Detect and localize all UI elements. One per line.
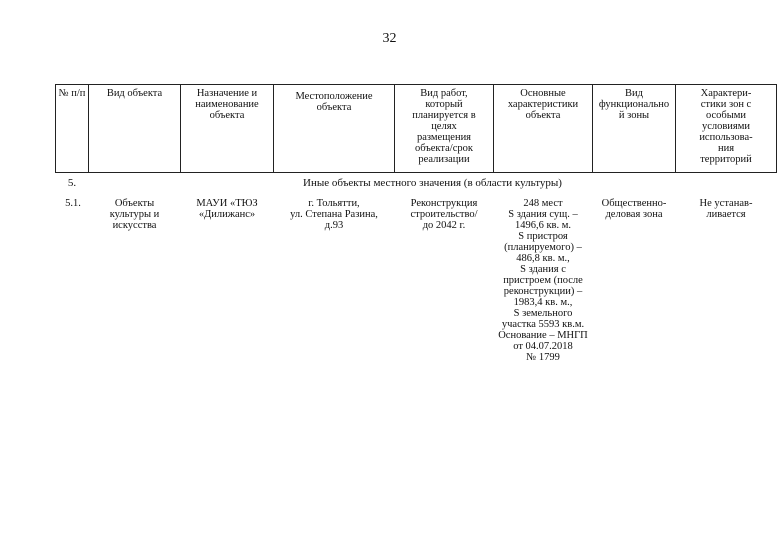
header-number: № п/п [56, 85, 89, 173]
header-special-zones: Характери- стики зон с особыми условиями использова- ния территорий [676, 85, 777, 173]
header-location: Местоположение объекта [274, 85, 395, 173]
header-characteristics: Основные характеристики объекта [494, 85, 593, 173]
header-purpose-name: Назначение и наименование объекта [181, 85, 274, 173]
row-object-type: Объекты культуры и искусства [109, 198, 160, 231]
row-special-zones: Не устанав- ливается [699, 198, 753, 220]
row-number: 5.1. [65, 198, 81, 209]
header-object-type: Вид объекта [89, 85, 181, 173]
table-row [56, 194, 777, 365]
page-number: 32 [382, 31, 397, 46]
row-zone: Общественно- деловая зона [601, 198, 667, 220]
row-purpose-name: МАУИ «ТЮЗ «Дилижанс» [196, 198, 258, 220]
table-header-row [56, 85, 777, 173]
header-zone: Вид функционально й зоны [593, 85, 676, 173]
header-works: Вид работ, который планируется в целях размещения объекта/срок реализации [395, 85, 494, 173]
section-number: 5. [67, 177, 77, 189]
objects-table [55, 84, 777, 365]
row-works: Реконструкция строительство/ до 2042 г. [410, 198, 478, 231]
row-location: г. Тольятти, ул. Степана Разина, д.93 [290, 198, 378, 231]
row-characteristics: 248 мест S здания сущ. – 1496,6 кв. м. S пристроя (планируемого) – 486,8 кв. м., S здания с пристроем (после реконструкции) – 1983,4 кв. м., S земельного участка 5593 кв.м. Основание – МНГП от 04.07.2018 № 1799 [498, 198, 588, 363]
section-row [56, 173, 777, 195]
section-title: Иные объекты местного значения (в области культуры) [303, 177, 562, 189]
